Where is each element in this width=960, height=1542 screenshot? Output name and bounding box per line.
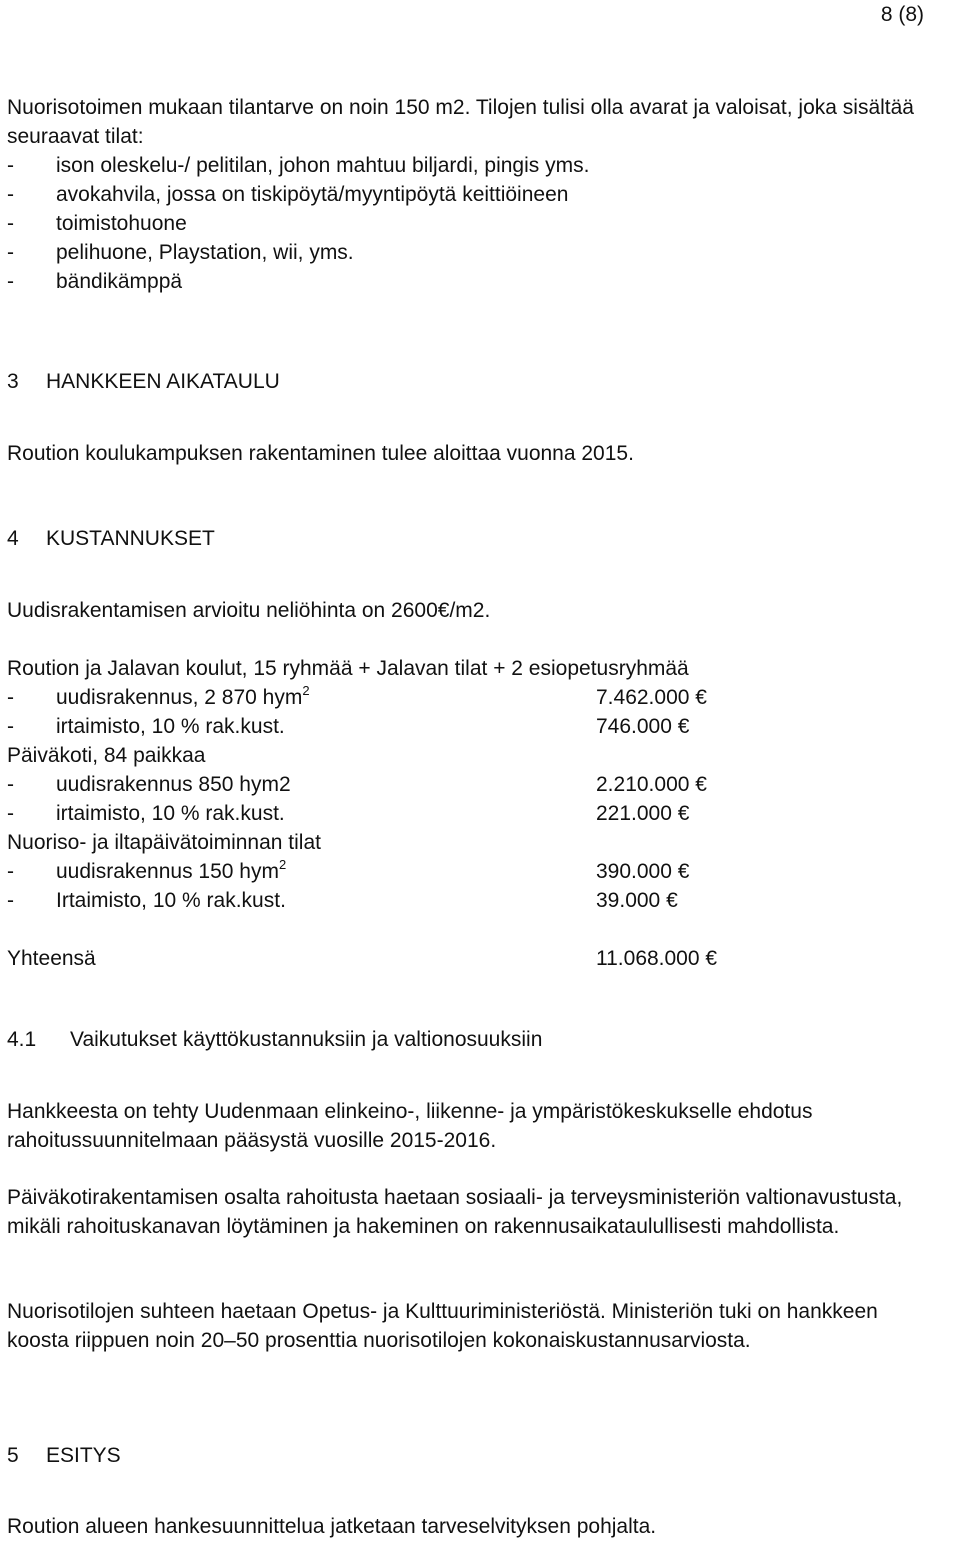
funding-paragraph: Hankkeesta on tehty Uudenmaan elinkeino-, liikenne- ja ympäristökeskukselle ehdotus rahoitussuunnitelmaan pääsystä vuosille 2015-2016. <box>7 1100 813 1152</box>
cost-label: - irtaimisto, 10 % rak.kust. <box>7 802 285 825</box>
list-item: - bändikämppä <box>7 267 947 296</box>
cost-label: - uudisrakennus, 2 870 hym$^2$ <box>7 683 310 709</box>
total-label: Yhteensä <box>7 947 96 970</box>
cost-amount: 2.210.000 € <box>596 773 707 796</box>
cost-amount: 390.000 € <box>596 860 690 883</box>
page-number: 8 (8) <box>880 3 924 26</box>
cost-table <box>7 654 947 973</box>
cost-amount: 39.000 € <box>596 889 678 912</box>
intro-paragraph: Nuorisotoimen mukaan tilantarve on noin 150 m2. Tilojen tulisi olla avarat ja valoisat, joka sisältää seuraavat tilat: <box>7 96 914 148</box>
cost-amount: 746.000 € <box>596 715 690 738</box>
total-amount: 11.068.000 € <box>596 947 718 970</box>
cost-row <box>7 799 947 828</box>
cost-row <box>7 857 947 886</box>
section-title: Vaikutukset käyttökustannuksiin ja valtionosuuksiin <box>70 1028 543 1051</box>
cost-label: - irtaimisto, 10 % rak.kust. <box>7 715 285 738</box>
space-list <box>7 151 947 296</box>
section-number: 4 <box>7 527 19 550</box>
section-heading-3 <box>7 367 280 396</box>
section-number: 4.1 <box>7 1028 37 1051</box>
section-title: KUSTANNUKSET <box>46 527 215 550</box>
section-number: 3 <box>7 370 19 393</box>
funding-paragraph: Päiväkotirakentamisen osalta rahoitusta haetaan sosiaali- ja terveysministeriön valtionavustusta, mikäli rahoituskanavan löytäminen ja hakeminen on rakennusaikataulullisesti mahdollista. <box>7 1186 903 1238</box>
cost-row <box>7 712 947 741</box>
unit-price-text: Uudisrakentamisen arvioitu neliöhinta on 2600€/m2. <box>7 599 491 622</box>
cost-amount: 221.000 € <box>596 802 690 825</box>
section-title: ESITYS <box>46 1444 121 1467</box>
funding-paragraph: Nuorisotilojen suhteen haetaan Opetus- ja Kulttuuriministeriöstä. Ministeriön tuki on hankkeen koosta riippuen noin 20–50 prosenttia nuorisotilojen kokonaiskustannusarviosta. <box>7 1300 878 1352</box>
cost-group-title: Nuoriso- ja iltapäivätoiminnan tilat <box>7 831 321 854</box>
proposal-text: Roution alueen hankesuunnittelua jatketaan tarveselvityksen pohjalta. <box>7 1515 657 1538</box>
intro-block <box>7 93 947 296</box>
cost-row <box>7 770 947 799</box>
cost-group-title: Roution ja Jalavan koulut, 15 ryhmää + Jalavan tilat + 2 esiopetusryhmää <box>7 657 689 680</box>
cost-row <box>7 683 947 712</box>
section-heading-5 <box>7 1441 121 1470</box>
section-heading-4 <box>7 524 215 553</box>
section-title: HANKKEEN AIKATAULU <box>46 370 280 393</box>
section-heading-4-1 <box>7 1025 542 1054</box>
cost-group-title: Päiväkoti, 84 paikkaa <box>7 744 206 767</box>
cost-amount: 7.462.000 € <box>596 686 707 709</box>
list-item: - ison oleskelu-/ pelitilan, johon mahtuu biljardi, pingis yms. <box>7 151 947 180</box>
cost-label: - uudisrakennus 150 hym$^2$ <box>7 857 287 883</box>
cost-label: - Irtaimisto, 10 % rak.kust. <box>7 889 286 912</box>
list-item: - toimistohuone <box>7 209 947 238</box>
list-item: - avokahvila, jossa on tiskipöytä/myyntipöytä keittiöineen <box>7 180 947 209</box>
total-row <box>7 944 947 973</box>
schedule-text: Roution koulukampuksen rakentaminen tulee aloittaa vuonna 2015. <box>7 442 634 465</box>
section-number: 5 <box>7 1444 19 1467</box>
list-item: - pelihuone, Playstation, wii, yms. <box>7 238 947 267</box>
cost-row <box>7 886 947 915</box>
cost-label: - uudisrakennus 850 hym2 <box>7 773 291 796</box>
